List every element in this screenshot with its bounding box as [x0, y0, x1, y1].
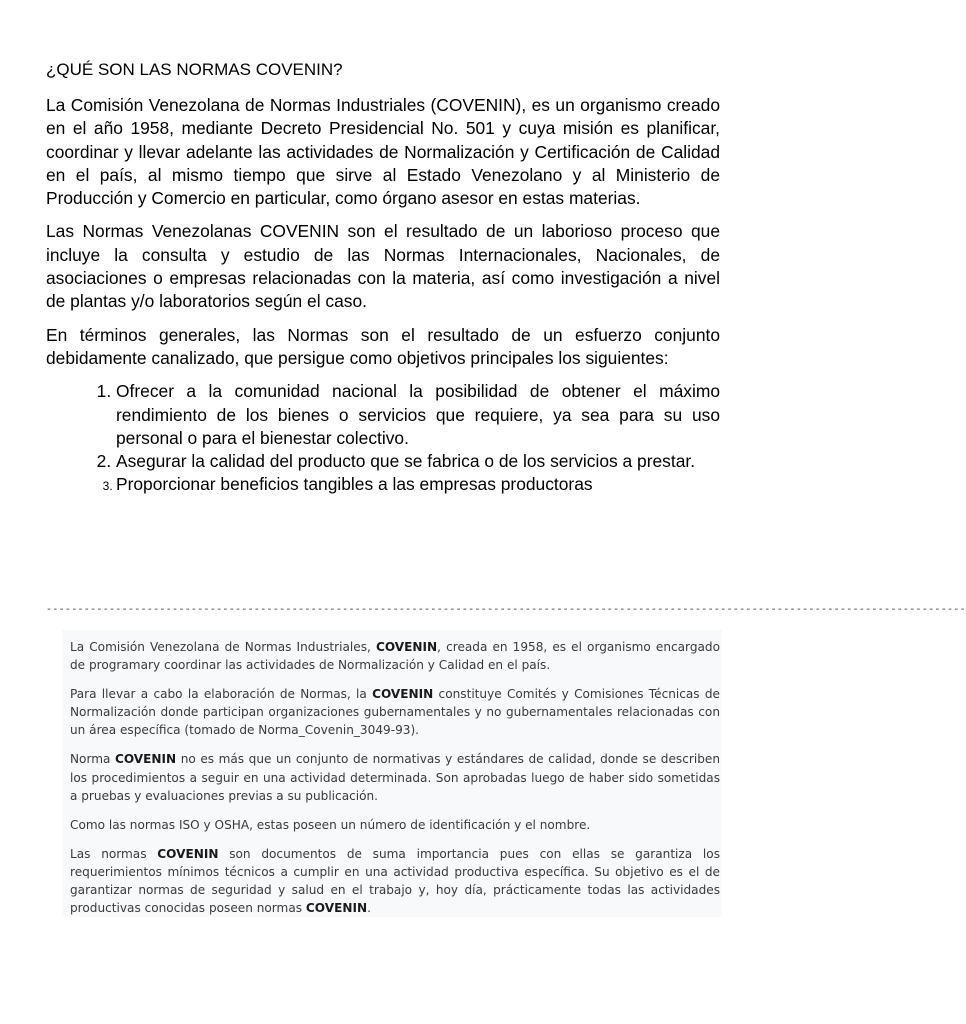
list-item: 1. Ofrecer a la comunidad nacional la posibilidad de obtener el máximo rendimiento de los bienes o servicios que requiere, ya sea para su uso personal o para el bienestar colectivo.: [116, 380, 720, 450]
paragraph-process: Las Normas Venezolanas COVENIN son el resultado de un laborioso proceso que incluye la consulta y estudio de las Normas Internacionales, Nacionales, de asociaciones o empresas relacionadas con la materia, así como investigación a nivel de plantas y/o laboratorios según el caso.: [46, 221, 720, 312]
text-run: son documentos de suma importancia pues con ellas se garantiza los requerimientos mínimos técnicos a cumplir en una actividad productiva específica. Su objetivo es el de garantizar normas de seguridad y salud en el trabajo y, hoy día, prácticamente todas las actividades productivas conocidas poseen normas: [70, 846, 720, 916]
text-run: no es más que un conjunto de normativas y estándares de calidad, donde se describen los procedimientos a seguir en una actividad determinada. Son aprobadas luego de haber sido sometidas a pruebas y evaluaciones previas a su publicación.: [70, 752, 720, 803]
list-item: 3. Proporcionar beneficios tangibles a las empresas productoras: [116, 473, 720, 496]
box-paragraph: [70, 845, 720, 917]
objectives-list: [46, 380, 720, 496]
covenin-bold: COVENIN: [305, 901, 368, 916]
text-run: Para llevar a cabo la elaboración de Normas, la: [70, 687, 373, 702]
box-paragraph: [70, 685, 720, 739]
paragraph-intro: La Comisión Venezolana de Normas Industriales (COVENIN), es un organismo creado en el año 1958, mediante Decreto Presidencial No. 501 y cuya misión es planificar, coordinar y llevar adelante las actividades de Normalización y Certificación de Calidad en el país, al mismo tiempo que sirve al Estado Venezolano y al Ministerio de Producción y Comercio en particular, como órgano asesor en estas materias.: [46, 95, 720, 209]
text-run: , creada en 1958, es el organismo encargado de programary coordinar las actividades de Normalización y Calidad en el país.: [70, 640, 720, 673]
covenin-bold: COVENIN: [114, 752, 177, 767]
covenin-bold: COVENIN: [375, 640, 438, 654]
paragraph-objectives: En términos generales, las Normas son el resultado de un esfuerzo conjunto debidamente canalizado, que persigue como objetivos principales los siguientes:: [46, 324, 720, 368]
main-text: [46, 94, 720, 497]
list-item: 2. Asegurar la calidad del producto que se fabrica o de los servicios a prestar.: [116, 450, 720, 473]
box-paragraph: Como las normas ISO y OSHA, estas poseen un número de identificación y el nombre.: [70, 817, 591, 832]
text-run: constituye Comités y Comisiones Técnicas de Normalización donde participan organizaciones gubernamentales y no gubernamentales relacionadas con un área específica (tomado de Norma_Covenin_3049-93).: [70, 687, 720, 738]
covenin-bold: COVENIN: [372, 687, 434, 702]
page-title: ¿QUÉ SON LAS NORMAS COVENIN?: [46, 60, 343, 79]
text-run: .: [367, 901, 371, 916]
covenin-bold: COVENIN: [157, 846, 219, 861]
text-run: Norma: [70, 752, 115, 767]
text-run: Las normas: [70, 846, 158, 861]
box-paragraph: [70, 750, 720, 804]
quote-box-text: [70, 638, 720, 928]
dashed-divider: --------------------------------------------------------------------------------------------------------------------------------------------------: [46, 605, 966, 616]
text-run: La Comisión Venezolana de Normas Industriales,: [70, 640, 376, 654]
box-paragraph: [70, 638, 720, 674]
